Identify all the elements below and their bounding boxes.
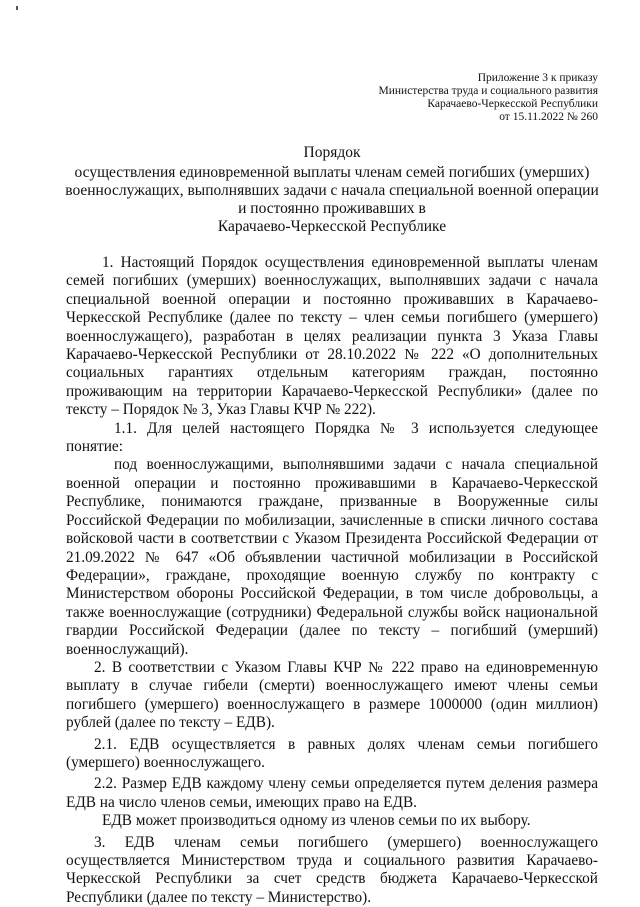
header-line: от 15.11.2022 № 260 xyxy=(499,111,598,123)
paragraph-1-1: 1.1. Для целей настоящего Порядка № 3 используется следующее понятие: xyxy=(66,419,598,456)
document-header xyxy=(278,72,598,124)
paragraph-definition: под военнослужащими, выполнявшими задачи с начала специальной военной операции и постоянно проживавшими в Карачаево-Черкесской Республике, понимаются граждане, призванные в Вооруженные силы Российской Федерации по мобилизации, зачисленные в списки личного состава войсковой части в соответствии с Указом Президента Российской Федерации от 21.09.2022 № 647 «Об объявлении частичной мобилизации в Российской Федерации», граждане, проходящие военную службу по контракту с Министерством обороны Российской Федерации, в том числе добровольцы, а также военнослужащие (сотрудники) Федеральной службы войск национальной гвардии Российской Федерации (далее по тексту – погибший (умерший) военнослужащий). xyxy=(66,456,598,658)
paragraph-2: 2. В соответствии с Указом Главы КЧР № 222 право на единовременную выплату в случае гибели (смерти) военнослужащего имеют члены семьи погибшего (умершего) военнослужащего в размере 1000000 (один миллион) рублей (далее по тексту – ЕДВ). xyxy=(66,658,598,732)
title-region: Карачаево-Черкесской Республике xyxy=(217,218,447,235)
document-body xyxy=(66,254,598,907)
document-title xyxy=(62,144,602,236)
header-line: Министерства труда и социального развития xyxy=(378,85,598,97)
paragraph-2-1: 2.1. ЕДВ осуществляется в равных долях членам семьи погибшего (умершего) военнослужащего. xyxy=(66,735,598,771)
title-subheading: осуществления единовременной выплаты членам семей погибших (умерших) военнослужащих, выполнявших задачи с начала специальной военной операции и постоянно проживавших в xyxy=(65,164,599,217)
header-line: Карачаево-Черкесской Республики xyxy=(427,98,598,110)
paragraph-3: 3. ЕДВ членам семьи погибшего (умершего) военнослужащего осуществляется Министерством труда и социального развития Карачаево-Черкесской Республики за счет средств бюджета Карачаево-Черкесской Республики (далее по тексту – Министерство). xyxy=(66,833,598,906)
paragraph-1: 1. Настоящий Порядок осуществления единовременной выплаты членам семей погибших (умерших) военнослужащих, выполнявших задачи с начала специальной военной операции и постоянно проживавших в Карачаево-Черкесской Республике (далее по тексту – член семьи погибшего (умершего) военнослужащего), разработан в целях реализации пункта 3 Указа Главы Карачаево-Черкесской Республики от 28.10.2022 № 222 «О дополнительных социальных гарантиях отдельным категориям граждан, постоянно проживающим на территории Карачаево-Черкесской Республики» (далее по тексту – Порядок № 3, Указ Главы КЧР № 222). xyxy=(66,254,598,419)
title-heading: Порядок xyxy=(303,144,361,161)
header-line: Приложение 3 к приказу xyxy=(477,72,598,84)
paragraph-2-2: 2.2. Размер ЕДВ каждому члену семьи определяется путем деления размера ЕДВ на число членов семьи, имеющих право на ЕДВ. xyxy=(66,775,598,811)
paragraph-2-note: ЕДВ может производиться одному из членов семьи по их выбору. xyxy=(102,812,531,830)
scan-mark xyxy=(16,6,18,10)
